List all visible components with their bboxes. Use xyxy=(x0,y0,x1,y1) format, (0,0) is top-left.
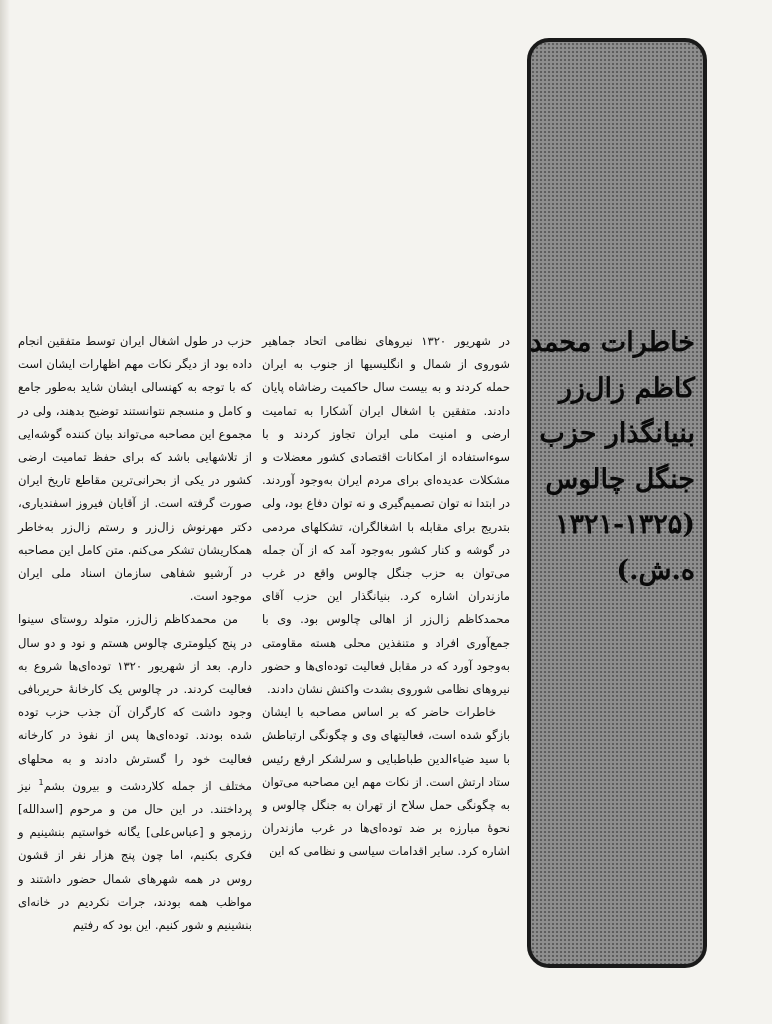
intro-paragraph: در شهریور ۱۳۲۰ نیروهای نظامی اتحاد جماهیر شوروی از شمال و انگلیسیها از جنوب به ایران حمله کردند و به بیست سال حاکمیت رضاشاه پایان دادند. متفقین با اشغال ایران آشکارا به تمامیت ارضی و امنیت ملی ایران تجاوز کردند و با سوءاستفاده از امکانات اقتصادی کشور معضلات و مشکلات عدیده‌ای برای مردم ایران به‌وجود آوردند. در ابتدا نه توان تصمیم‌گیری و نه توان دفاع بود، ولی بتدریج برای مقابله با اشغالگران، تشکلهای مردمی در گوشه و کنار کشور به‌وجود آمد که از آن جمله می‌توان به حزب جنگل چالوس واقع در غرب مازندران اشاره کرد. بنیانگذار این حزب آقای محمدکاظم زال‌زر از اهالی چالوس بود. وی با جمع‌آوری افراد و متنفذین محلی هسته مقاومتی به‌وجود آورد که در مقابل فعالیت توده‌ای‌ها و حضور نیروهای نظامی شوروی بشدت واکنش نشان دادند. xyxy=(262,334,510,697)
memoir-text: من محمدکاظم زال‌زر، متولد روستای سینوا در پنج کیلومتری چالوس هستم و نود و دو سال دارم. بعد از شهریور ۱۳۲۰ توده‌ای‌ها شروع به فعالیت کردند. در چالوس یک کارخانهٔ حریربافی وجود داشت که کارگران آن جذب حزب توده شده بودند. توده‌ای‌ها پس از نفوذ در کارخانه فعالیت خود را گسترش دادند و به محلهای مختلف از جمله کلاردشت و بیرون بشم xyxy=(18,612,252,793)
memoir-text: نیز پرداختند. در این حال من و مرحوم [اسدالله] رزمجو و [عباس‌علی] یگانه خواستیم بنشینیم و فکری بکنیم، اما چون پنج هزار نفر از قشون روس در همه شهرهای شمال حضور داشتند و مواظب همه بودند، جرات نکردیم در خانه‌ای بنشینیم و شور کنیم. این بود که رفتیم xyxy=(18,778,252,932)
text-column-left xyxy=(18,330,252,937)
text-column-right xyxy=(262,330,510,864)
page-binding-edge xyxy=(0,0,10,1024)
title-line: کاظم زال‌زر xyxy=(558,372,695,404)
article-title xyxy=(529,320,695,593)
body-paragraph: خاطرات حاضر که بر اساس مصاحبه با ایشان بازگو شده است، فعالیتهای وی و چگونگی ارتباطش با سید ضیاءالدین طباطبایی و سرلشکر ارفع رئیس ستاد ارتش است. از نکات مهم این مصاحبه می‌توان به چگونگی حمل سلاح از تهران به جنگل چالوس و نحوهٔ مبارزه بر ضد توده‌ای‌ها در غرب مازندران اشاره کرد. سایر اقدامات سیاسی و نظامی که این xyxy=(262,705,510,859)
footnote-marker: 1 xyxy=(38,777,44,787)
title-box xyxy=(527,38,707,968)
title-line: ه.ش.) xyxy=(616,554,695,586)
body-paragraph: حزب در طول اشغال ایران توسط متفقین انجام داده بود از دیگر نکات مهم اظهارات ایشان است که با توجه به کهنسالی ایشان شاید به‌طور جامع و کامل و منسجم نتوانستند توضیح بدهند، ولی در مجموع این مصاحبه می‌تواند بیان کننده گوشه‌ایی از تلاشهایی باشد که برای حفظ تمامیت ارضی کشور در یکی از بحرانی‌ترین مقاطع تاریخ ایران صورت گرفته است. از آقایان فیروز اسفندیاری، دکتر مهرنوش زال‌زر و رستم زال‌زر به‌خاطر همکاریشان تشکر می‌کنم. متن کامل این مصاحبه در آرشیو شفاهی سازمان اسناد ملی ایران موجود است. xyxy=(18,334,252,604)
title-line: بنیانگذار حزب xyxy=(539,418,695,449)
title-line: جنگل چالوس xyxy=(545,463,695,495)
memoir-paragraph xyxy=(18,608,252,937)
title-line: (۱۳۲۱-۱۳۲۵ xyxy=(554,509,695,540)
title-line: خاطرات محمد xyxy=(529,327,695,358)
